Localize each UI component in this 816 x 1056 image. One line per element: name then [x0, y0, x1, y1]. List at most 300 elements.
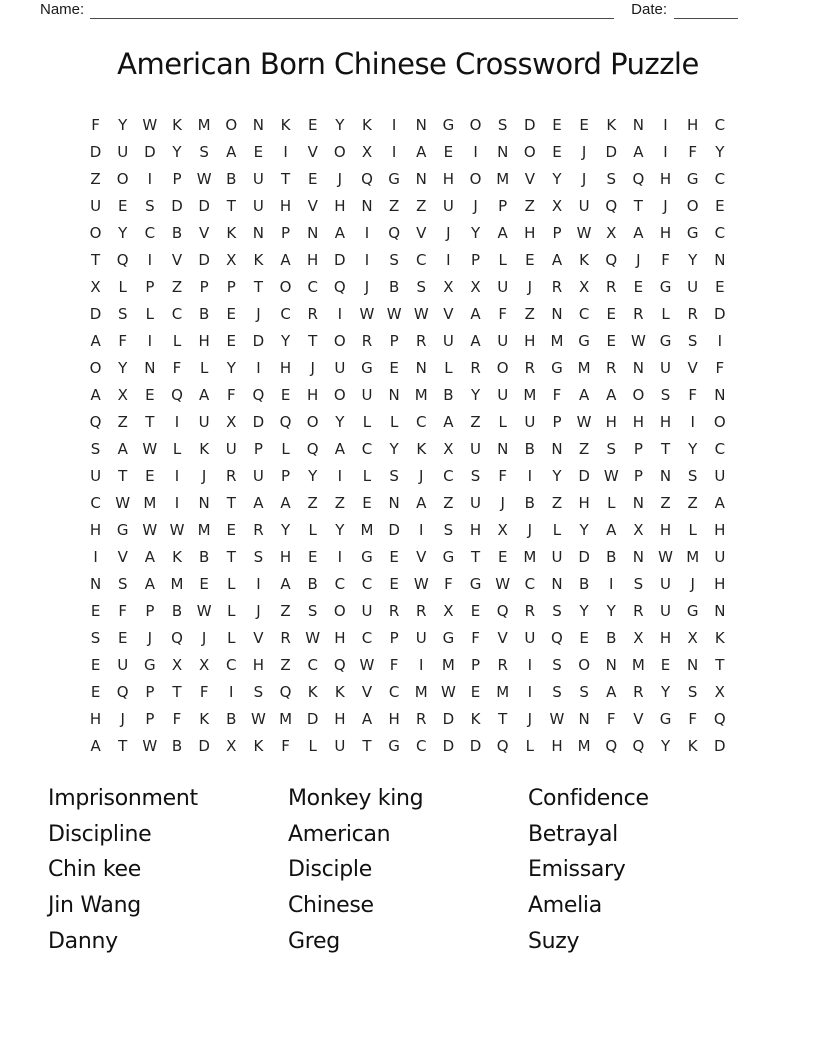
- grid-letter: W: [630, 331, 646, 350]
- grid-letter: T: [226, 547, 236, 566]
- grid-letter: I: [337, 547, 343, 566]
- grid-letter: P: [226, 277, 236, 296]
- grid-letter: N: [415, 169, 427, 188]
- grid-letter: G: [388, 736, 400, 755]
- grid-letter: F: [661, 250, 670, 269]
- grid-letter: W: [142, 439, 158, 458]
- grid-letter: D: [89, 304, 102, 323]
- grid-letter: W: [142, 115, 158, 134]
- grid-letter: E: [389, 574, 399, 593]
- word-item: Jin Wang: [48, 893, 141, 919]
- grid-letter: U: [687, 277, 699, 296]
- grid-letter: S: [90, 439, 101, 458]
- grid-letter: E: [606, 331, 616, 350]
- grid-letter: W: [142, 736, 158, 755]
- grid-letter: Q: [605, 196, 618, 215]
- grid-letter: X: [578, 277, 590, 296]
- date-blank-line: [674, 3, 738, 19]
- grid-letter: P: [471, 655, 481, 674]
- grid-letter: B: [524, 493, 535, 512]
- grid-letter: T: [172, 682, 182, 701]
- grid-letter: Z: [117, 412, 128, 431]
- grid-letter: K: [307, 682, 318, 701]
- grid-letter: P: [552, 223, 562, 242]
- grid-letter: X: [117, 385, 128, 404]
- grid-letter: P: [471, 250, 481, 269]
- grid-letter: X: [714, 682, 725, 701]
- grid-letter: I: [174, 412, 180, 431]
- grid-letter: A: [334, 223, 345, 242]
- grid-letter: O: [496, 358, 509, 377]
- grid-letter: Q: [116, 682, 129, 701]
- grid-letter: E: [715, 277, 725, 296]
- grid-letter: A: [606, 385, 617, 404]
- grid-letter: U: [524, 628, 536, 647]
- grid-letter: E: [307, 115, 318, 134]
- grid-letter: C: [334, 574, 346, 593]
- grid-letter: T: [253, 277, 263, 296]
- grid-letter: O: [89, 223, 102, 242]
- grid-letter: L: [308, 520, 317, 539]
- grid-letter: A: [633, 142, 644, 161]
- grid-letter: D: [198, 250, 210, 269]
- grid-letter: Z: [660, 493, 671, 512]
- grid-letter: D: [198, 736, 210, 755]
- grid-letter: T: [118, 736, 128, 755]
- grid-letter: R: [470, 358, 481, 377]
- grid-letter: L: [227, 601, 236, 620]
- grid-letter: J: [690, 574, 695, 593]
- word-item: Monkey king: [288, 786, 424, 812]
- grid-letter: L: [172, 331, 182, 350]
- grid-letter: H: [388, 709, 400, 728]
- grid-letter: Q: [89, 412, 102, 431]
- grid-letter: B: [606, 628, 617, 647]
- grid-letter: A: [443, 412, 454, 431]
- grid-letter: I: [256, 358, 261, 377]
- grid-letter: Y: [280, 331, 291, 350]
- grid-letter: C: [578, 304, 590, 323]
- grid-letter: A: [416, 142, 427, 161]
- grid-letter: A: [416, 493, 427, 512]
- grid-letter: U: [90, 196, 102, 215]
- grid-letter: E: [280, 385, 291, 404]
- grid-letter: I: [663, 142, 668, 161]
- grid-letter: F: [281, 736, 290, 755]
- grid-letter: Z: [171, 277, 183, 296]
- grid-letter: A: [280, 250, 291, 269]
- grid-letter: V: [443, 304, 454, 323]
- grid-letter: O: [333, 601, 346, 620]
- grid-letter: M: [496, 682, 510, 701]
- grid-letter: Q: [388, 223, 401, 242]
- grid-letter: R: [633, 304, 644, 323]
- grid-letter: N: [551, 574, 563, 593]
- grid-letter: S: [253, 682, 264, 701]
- grid-letter: G: [659, 331, 672, 350]
- grid-letter: E: [90, 655, 101, 674]
- grid-letter: I: [364, 223, 370, 242]
- grid-letter: L: [227, 628, 236, 647]
- grid-letter: E: [90, 682, 101, 701]
- grid-letter: U: [470, 493, 482, 512]
- grid-letter: I: [174, 493, 180, 512]
- grid-letter: U: [334, 358, 346, 377]
- grid-letter: U: [578, 196, 590, 215]
- grid-letter: X: [90, 277, 101, 296]
- grid-letter: U: [361, 601, 373, 620]
- grid-letter: G: [578, 331, 590, 350]
- word-item: Amelia: [528, 893, 602, 919]
- grid-letter: D: [198, 196, 210, 215]
- grid-letter: E: [307, 547, 318, 566]
- grid-letter: I: [174, 466, 180, 485]
- grid-letter: O: [713, 412, 726, 431]
- grid-letter: K: [172, 115, 182, 134]
- grid-letter: U: [252, 466, 264, 485]
- grid-letter: P: [145, 709, 155, 728]
- grid-letter: O: [469, 115, 482, 134]
- grid-letter: M: [577, 358, 591, 377]
- grid-letter: Q: [279, 682, 292, 701]
- grid-letter: X: [361, 142, 373, 161]
- grid-letter: Y: [335, 412, 345, 431]
- grid-letter: Z: [470, 412, 481, 431]
- grid-letter: Y: [552, 466, 562, 485]
- grid-letter: Z: [551, 493, 563, 512]
- grid-letter: B: [524, 439, 535, 458]
- grid-letter: A: [226, 142, 237, 161]
- grid-letter: J: [201, 628, 207, 647]
- grid-letter: M: [441, 655, 455, 674]
- grid-letter: R: [551, 277, 563, 296]
- grid-letter: C: [443, 466, 454, 485]
- grid-letter: S: [660, 385, 671, 404]
- grid-letter: W: [495, 574, 511, 593]
- grid-letter: S: [117, 574, 128, 593]
- grid-letter: C: [416, 412, 427, 431]
- grid-letter: P: [633, 439, 643, 458]
- grid-letter: F: [444, 574, 453, 593]
- grid-letter: Q: [171, 385, 183, 404]
- grid-letter: W: [413, 574, 429, 593]
- grid-letter: K: [253, 250, 264, 269]
- grid-letter: C: [361, 574, 373, 593]
- grid-letter: N: [388, 385, 400, 404]
- grid-letter: A: [551, 250, 563, 269]
- grid-letter: Y: [118, 115, 128, 134]
- grid-letter: H: [659, 169, 672, 188]
- grid-letter: L: [145, 304, 155, 323]
- grid-letter: N: [89, 574, 102, 593]
- grid-letter: K: [199, 439, 210, 458]
- grid-letter: Y: [118, 223, 128, 242]
- grid-letter: N: [307, 223, 319, 242]
- grid-letter: H: [687, 115, 699, 134]
- grid-letter: U: [714, 547, 726, 566]
- grid-letter: K: [470, 709, 481, 728]
- grid-letter: Z: [334, 493, 345, 512]
- grid-letter: Y: [335, 115, 345, 134]
- grid-letter: N: [551, 439, 563, 458]
- grid-letter: J: [364, 277, 370, 296]
- grid-letter: C: [90, 493, 101, 512]
- grid-letter: R: [497, 655, 508, 674]
- grid-letter: G: [659, 709, 672, 728]
- grid-letter: A: [633, 223, 644, 242]
- grid-letter: I: [147, 250, 153, 269]
- grid-letter: D: [388, 520, 400, 539]
- grid-letter: F: [118, 601, 128, 620]
- grid-letter: E: [199, 574, 209, 593]
- grid-letter: Y: [579, 601, 589, 620]
- grid-letter: D: [306, 709, 319, 728]
- grid-letter: S: [145, 196, 155, 215]
- grid-letter: M: [360, 520, 374, 539]
- grid-letter: K: [253, 736, 264, 755]
- grid-letter: Y: [552, 169, 562, 188]
- grid-letter: H: [442, 169, 455, 188]
- grid-letter: I: [717, 331, 723, 350]
- grid-letter: S: [552, 655, 562, 674]
- grid-letter: C: [714, 439, 726, 458]
- grid-letter: F: [552, 385, 562, 404]
- grid-letter: W: [196, 169, 212, 188]
- grid-letter: V: [117, 547, 128, 566]
- grid-letter: R: [361, 331, 373, 350]
- grid-letter: L: [552, 520, 562, 539]
- grid-letter: T: [660, 439, 671, 458]
- grid-letter: X: [633, 520, 644, 539]
- grid-letter: I: [473, 142, 478, 161]
- grid-letter: Q: [605, 736, 618, 755]
- grid-letter: X: [687, 628, 698, 647]
- grid-letter: S: [389, 466, 399, 485]
- grid-letter: Q: [171, 628, 183, 647]
- grid-letter: U: [660, 358, 672, 377]
- grid-letter: P: [145, 277, 155, 296]
- grid-letter: W: [413, 304, 429, 323]
- grid-letter: B: [578, 574, 590, 593]
- grid-letter: O: [116, 169, 129, 188]
- grid-letter: O: [225, 115, 238, 134]
- word-item: Disciple: [288, 857, 372, 883]
- word-item: American: [288, 821, 391, 847]
- grid-letter: I: [147, 331, 153, 350]
- grid-letter: U: [660, 574, 672, 593]
- grid-letter: U: [225, 439, 237, 458]
- grid-letter: Z: [280, 655, 291, 674]
- grid-letter: P: [253, 439, 263, 458]
- grid-letter: P: [199, 277, 209, 296]
- grid-letter: M: [279, 709, 293, 728]
- grid-letter: N: [714, 385, 726, 404]
- grid-letter: B: [606, 547, 617, 566]
- grid-letter: K: [579, 250, 590, 269]
- grid-letter: Y: [308, 466, 318, 485]
- grid-letter: H: [334, 709, 346, 728]
- grid-letter: I: [690, 412, 695, 431]
- grid-letter: X: [633, 628, 644, 647]
- grid-letter: M: [686, 547, 700, 566]
- grid-letter: I: [391, 142, 397, 161]
- grid-letter: I: [364, 250, 370, 269]
- grid-letter: E: [443, 142, 454, 161]
- grid-letter: R: [280, 628, 291, 647]
- grid-letter: J: [147, 628, 153, 647]
- grid-letter: O: [89, 358, 102, 377]
- date-label: Date:: [631, 1, 667, 18]
- grid-letter: S: [307, 601, 318, 620]
- grid-letter: G: [551, 358, 563, 377]
- grid-letter: J: [527, 520, 533, 539]
- grid-letter: I: [147, 169, 153, 188]
- grid-letter: K: [416, 439, 427, 458]
- grid-letter: U: [334, 736, 346, 755]
- grid-letter: Y: [579, 520, 589, 539]
- grid-letter: P: [389, 331, 399, 350]
- grid-letter: Z: [687, 493, 698, 512]
- grid-letter: D: [442, 709, 455, 728]
- grid-letter: X: [551, 196, 563, 215]
- grid-letter: S: [606, 169, 616, 188]
- grid-letter: L: [172, 439, 182, 458]
- grid-letter: C: [524, 574, 536, 593]
- grid-letter: Q: [279, 412, 292, 431]
- grid-letter: T: [118, 466, 128, 485]
- grid-letter: K: [606, 115, 617, 134]
- grid-letter: J: [310, 358, 315, 377]
- grid-letter: S: [117, 304, 128, 323]
- grid-letter: V: [416, 223, 427, 242]
- grid-letter: R: [416, 709, 427, 728]
- grid-letter: Y: [660, 736, 671, 755]
- grid-letter: M: [523, 385, 537, 404]
- grid-letter: L: [607, 493, 616, 512]
- grid-letter: A: [470, 331, 481, 350]
- grid-letter: E: [606, 304, 616, 323]
- grid-letter: Z: [280, 601, 291, 620]
- grid-letter: Z: [524, 304, 535, 323]
- grid-letter: L: [118, 277, 127, 296]
- grid-letter: V: [171, 250, 183, 269]
- grid-letter: B: [388, 277, 400, 296]
- grid-letter: J: [201, 466, 207, 485]
- grid-letter: E: [117, 196, 128, 215]
- grid-letter: L: [661, 304, 670, 323]
- grid-letter: B: [443, 385, 454, 404]
- grid-letter: L: [308, 736, 317, 755]
- grid-letter: L: [498, 412, 507, 431]
- grid-letter: P: [389, 628, 399, 647]
- grid-letter: J: [527, 709, 533, 728]
- grid-letter: T: [145, 412, 155, 431]
- grid-letter: D: [442, 736, 455, 755]
- grid-letter: M: [170, 574, 184, 593]
- grid-letter: C: [226, 655, 237, 674]
- word-item: Suzy: [528, 928, 580, 954]
- grid-letter: J: [473, 196, 478, 215]
- name-blank-line: [90, 3, 614, 19]
- grid-letter: Q: [333, 655, 346, 674]
- grid-letter: E: [579, 115, 589, 134]
- grid-letter: T: [226, 493, 236, 512]
- grid-letter: A: [117, 439, 128, 458]
- grid-letter: D: [252, 412, 265, 431]
- grid-letter: G: [686, 169, 699, 188]
- grid-letter: B: [198, 547, 210, 566]
- grid-letter: Z: [578, 439, 590, 458]
- grid-letter: I: [337, 466, 343, 485]
- grid-letter: J: [500, 493, 505, 512]
- grid-letter: E: [226, 331, 237, 350]
- grid-letter: N: [388, 493, 400, 512]
- grid-letter: F: [471, 628, 480, 647]
- grid-letter: S: [552, 601, 562, 620]
- grid-letter: U: [415, 628, 427, 647]
- grid-letter: L: [444, 358, 453, 377]
- grid-letter: Z: [90, 169, 101, 188]
- grid-letter: U: [497, 385, 509, 404]
- grid-letter: Q: [496, 601, 509, 620]
- grid-letter: E: [253, 142, 264, 161]
- grid-letter: R: [633, 682, 644, 701]
- grid-letter: P: [281, 223, 291, 242]
- grid-letter: N: [144, 358, 156, 377]
- grid-letter: V: [307, 142, 318, 161]
- grid-letter: N: [361, 196, 373, 215]
- grid-letter: I: [419, 520, 424, 539]
- grid-letter: F: [199, 682, 209, 701]
- word-item: Imprisonment: [48, 786, 198, 812]
- grid-letter: K: [226, 223, 237, 242]
- grid-letter: J: [419, 466, 424, 485]
- grid-letter: E: [389, 358, 399, 377]
- grid-letter: W: [196, 601, 212, 620]
- grid-letter: B: [226, 169, 237, 188]
- grid-letter: U: [524, 412, 536, 431]
- grid-letter: X: [470, 277, 481, 296]
- grid-letter: W: [440, 682, 456, 701]
- grid-letter: O: [469, 169, 482, 188]
- grid-letter: V: [199, 223, 210, 242]
- grid-letter: D: [334, 250, 346, 269]
- grid-letter: W: [658, 547, 673, 566]
- grid-letter: C: [144, 223, 156, 242]
- grid-letter: R: [606, 277, 617, 296]
- grid-letter: V: [361, 682, 373, 701]
- grid-letter: I: [663, 115, 668, 134]
- grid-letter: M: [631, 655, 645, 674]
- grid-letter: Y: [226, 358, 236, 377]
- word-item: Greg: [288, 928, 340, 954]
- grid-letter: P: [552, 412, 562, 431]
- grid-letter: R: [687, 304, 698, 323]
- grid-letter: D: [144, 142, 156, 161]
- grid-letter: S: [389, 250, 399, 269]
- grid-letter: H: [714, 574, 726, 593]
- grid-letter: S: [90, 628, 101, 647]
- grid-letter: H: [279, 196, 292, 215]
- grid-letter: W: [115, 493, 131, 512]
- grid-letter: E: [470, 601, 481, 620]
- grid-letter: M: [414, 682, 428, 701]
- grid-letter: B: [226, 709, 237, 728]
- grid-letter: F: [172, 358, 182, 377]
- grid-letter: E: [90, 601, 101, 620]
- grid-letter: N: [497, 439, 509, 458]
- grid-letter: C: [714, 223, 726, 242]
